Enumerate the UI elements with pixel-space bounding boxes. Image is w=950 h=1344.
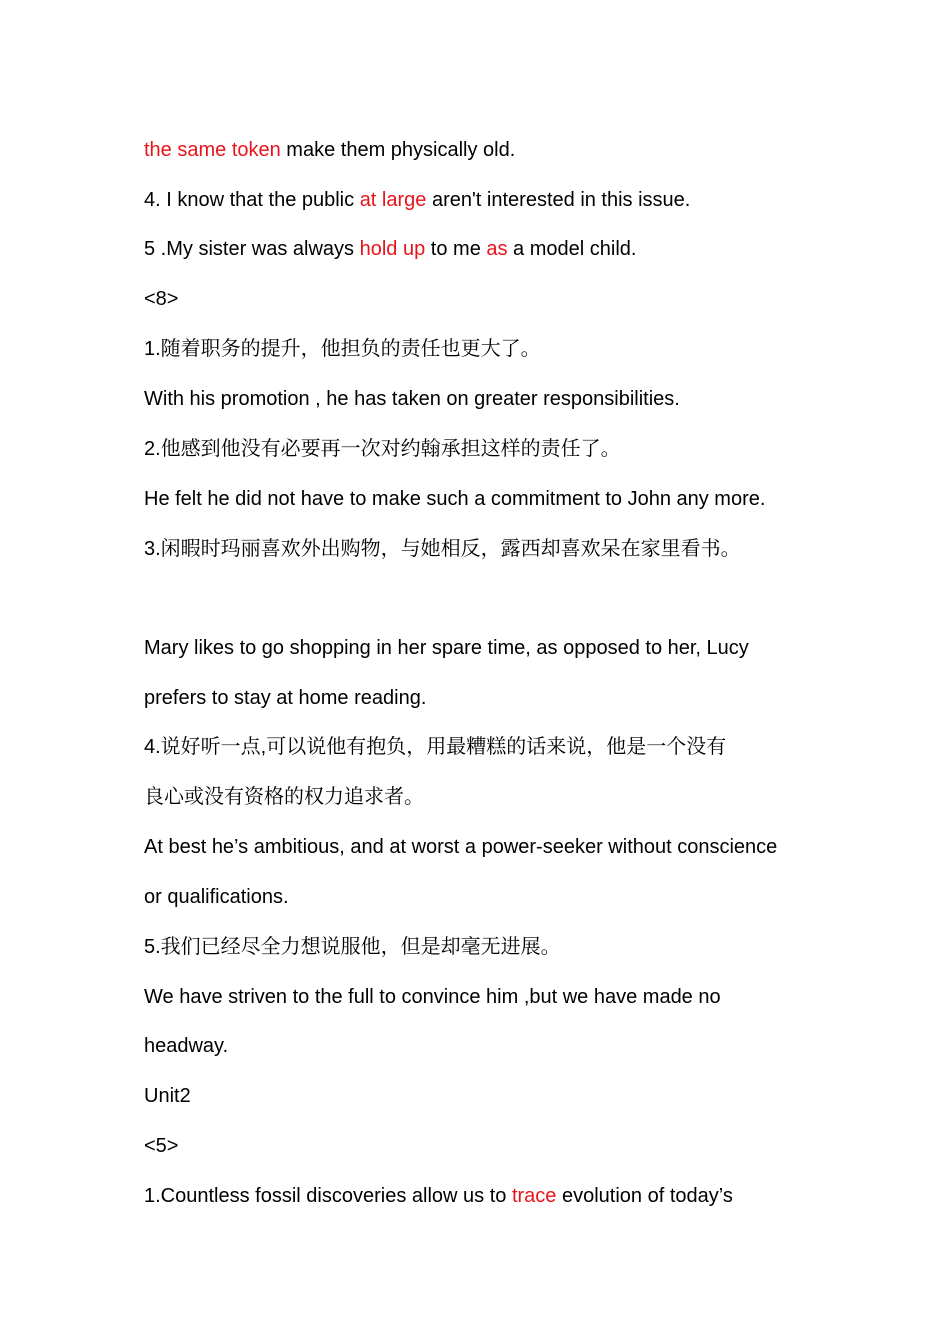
text-segment: 1.随着职务的提升，他担负的责任也更大了。: [144, 338, 541, 360]
text-segment: At best he’s ambitious, and at worst a power-seeker without conscience: [144, 836, 778, 858]
text-segment: 4.说好听一点,可以说他有抱负，用最糟糕的话来说，他是一个没有: [144, 736, 727, 758]
text-segment: 5.我们已经尽全力想说服他，但是却毫无进展。: [144, 936, 561, 958]
text-line: [144, 137, 824, 163]
text-segment: or qualifications.: [144, 886, 289, 908]
text-line: [144, 1183, 824, 1209]
text-segment: <5>: [144, 1135, 179, 1157]
highlighted-phrase: trace: [511, 1185, 557, 1207]
text-segment: a model child.: [507, 238, 637, 260]
text-line: [144, 934, 824, 960]
text-line: [144, 386, 824, 412]
highlighted-phrase: hold up: [359, 238, 426, 260]
unit-heading: [144, 1083, 824, 1109]
text-segment: to me: [425, 238, 487, 260]
text-line: [144, 884, 824, 910]
text-line: [144, 784, 824, 810]
text-segment: make them physically old.: [280, 139, 516, 161]
text-segment: 1.Countless fossil discoveries allow us to: [144, 1185, 512, 1207]
text-line: [144, 685, 824, 711]
text-line: [144, 984, 824, 1010]
text-segment: He felt he did not have to make such a commitment to John any more.: [144, 488, 766, 510]
text-line: [144, 336, 824, 362]
text-line: [144, 734, 824, 760]
section-marker: [144, 286, 824, 312]
text-line: [144, 187, 824, 213]
text-line: [144, 536, 824, 562]
highlighted-phrase: the same token: [144, 139, 281, 161]
text-segment: 良心或没有资格的权力追求者。: [144, 786, 424, 808]
text-segment: Mary likes to go shopping in her spare time, as opposed to her, Lucy: [144, 637, 749, 659]
text-segment: 2.他感到他没有必要再一次对约翰承担这样的责任了。: [144, 438, 621, 460]
text-line: [144, 834, 824, 860]
highlighted-phrase: at large: [359, 189, 427, 211]
text-line: [144, 236, 824, 262]
text-segment: We have striven to the full to convince him ,but we have made no: [144, 986, 721, 1008]
text-segment: 4. I know that the public: [144, 189, 360, 211]
text-segment: With his promotion , he has taken on greater responsibilities.: [144, 388, 680, 410]
text-segment: Unit2: [144, 1085, 191, 1107]
section-marker: [144, 1133, 824, 1159]
text-segment: prefers to stay at home reading.: [144, 687, 427, 709]
text-line: [144, 486, 824, 512]
text-line: [144, 436, 824, 462]
highlighted-phrase: as: [486, 238, 508, 260]
text-segment: aren't interested in this issue.: [426, 189, 691, 211]
text-line: [144, 1033, 824, 1059]
text-segment: headway.: [144, 1035, 229, 1057]
text-line: [144, 635, 824, 661]
text-segment: 3.闲暇时玛丽喜欢外出购物，与她相反，露西却喜欢呆在家里看书。: [144, 538, 741, 560]
text-segment: <8>: [144, 288, 179, 310]
text-segment: evolution of today’s: [556, 1185, 733, 1207]
text-segment: 5 .My sister was always: [144, 238, 360, 260]
